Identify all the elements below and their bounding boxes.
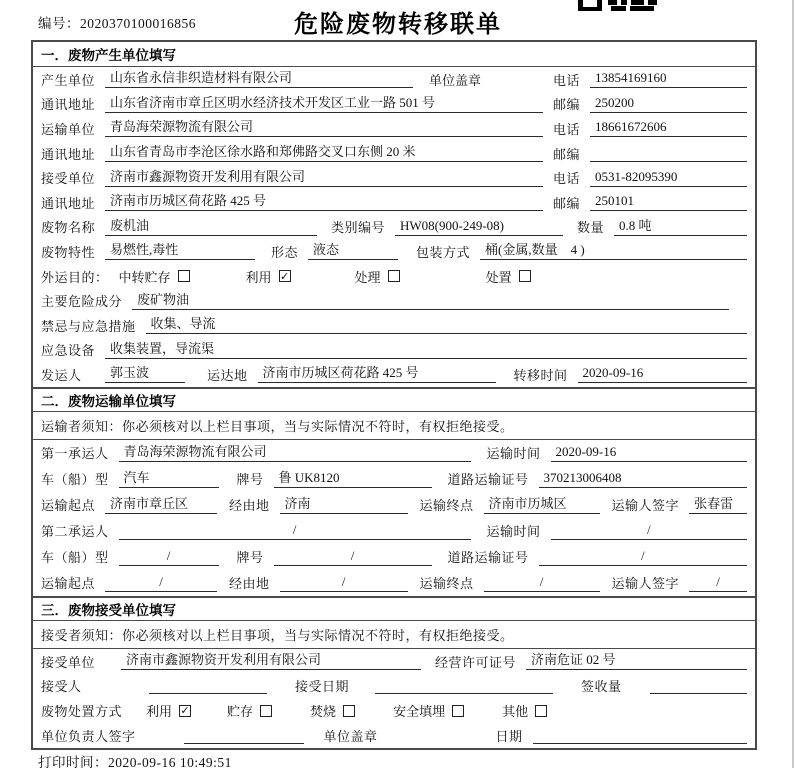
carrier-label: 第二承运人 (41, 524, 109, 540)
zip-value: 250200 (590, 95, 747, 113)
address-label: 通讯地址 (41, 146, 96, 162)
packing-label: 包装方式 (416, 244, 471, 260)
date-label: 日期 (495, 729, 523, 744)
row-responsible-sign (33, 723, 755, 748)
accept-date-value (375, 677, 553, 694)
section-transport (33, 387, 755, 596)
accept-unit-label: 接受单位 (41, 654, 96, 670)
endpoint-value: / (484, 574, 600, 592)
row-second-carrier (33, 518, 755, 544)
plate-value: / (274, 548, 432, 566)
form-label: 形态 (271, 244, 299, 260)
acceptor-label: 接受人 (41, 679, 82, 695)
row-waste-character (33, 239, 755, 264)
plate-value: 鲁 UK8120 (274, 470, 432, 488)
transport-time-label: 运输时间 (486, 446, 541, 462)
origin-label: 运输起点 (41, 498, 96, 514)
checkbox-dispose-icon (519, 270, 531, 282)
zip-label: 邮编 (553, 97, 581, 113)
phone-label: 电话 (553, 171, 581, 187)
section-producer (33, 42, 755, 387)
zip-value: 250101 (590, 193, 747, 211)
row-hazard-components (33, 288, 755, 313)
form-value: 液态 (308, 242, 398, 260)
endpoint-value: 济南市历城区 (484, 496, 600, 514)
sender-label: 发运人 (41, 367, 82, 383)
disposal-option-landfill (393, 701, 464, 720)
road-license-value: 370213006408 (539, 470, 747, 488)
transport-time-value: / (551, 522, 747, 540)
waste-name-label: 废物名称 (41, 220, 96, 236)
transport-notice: 运输者须知：你必须核对以上栏目事项，当与实际情况不符时，有权拒绝接受。 (33, 412, 755, 440)
purpose-label: 外运目的： (41, 269, 109, 285)
carrier-value: 青岛海荣源物流有限公司 (119, 444, 471, 462)
option-label: 处理 (354, 269, 381, 285)
carrier-sign-value: / (689, 574, 747, 592)
zip-label: 邮编 (553, 146, 581, 162)
row-waste-name (33, 215, 755, 240)
purpose-option-transfer-storage (119, 267, 190, 286)
destination-value: 济南市历城区荷花路 425 号 (258, 365, 496, 383)
transfer-manifest-form (31, 40, 757, 750)
taboo-value: 收集、导流 (146, 316, 747, 334)
phone-value: 0531-82095390 (590, 169, 747, 187)
print-time-label: 打印时间： (38, 755, 108, 768)
row-second-route (33, 570, 755, 596)
phone-label: 电话 (553, 72, 581, 88)
row-emergency-equipment (33, 338, 755, 363)
equipment-value: 收集装置，导流渠 (105, 341, 747, 359)
category-label: 类别编号 (331, 220, 386, 236)
destination-label: 运达地 (207, 367, 248, 383)
origin-value: 济南市章丘区 (105, 496, 217, 514)
row-transporter (33, 116, 755, 141)
disposal-option-other (502, 701, 547, 720)
address-value: 山东省济南市章丘区明水经济技术开发区工业一路 501 号 (105, 95, 543, 113)
hazard-label: 主要危险成分 (41, 294, 123, 310)
permit-label: 经营许可证号 (435, 654, 517, 670)
option-label: 安全填埋 (393, 704, 446, 720)
equipment-label: 应急设备 (41, 343, 96, 359)
unit-seal-label: 单位盖章 (429, 72, 482, 88)
responsible-sign-label: 单位负责人签字 (41, 729, 136, 744)
checkbox-landfill-icon (452, 705, 464, 717)
phone-value: 18661672606 (590, 119, 747, 137)
waste-name-value: 废机油 (105, 218, 317, 236)
checkbox-incinerate-icon (343, 705, 355, 717)
transport-time-label: 运输时间 (486, 524, 541, 540)
section-producer-header: 一．废物产生单位填写 (33, 42, 755, 67)
acceptor-value (149, 677, 267, 694)
transporter-label: 运输单位 (41, 121, 96, 137)
carrier-sign-label: 运输人签字 (611, 576, 680, 592)
checkbox-store-icon (260, 705, 272, 717)
row-transfer-purpose (33, 264, 755, 289)
disposal-option-store (227, 701, 272, 720)
address-label: 通讯地址 (41, 97, 96, 113)
transport-time-value: 2020-09-16 (551, 444, 747, 462)
checkbox-treat-icon (388, 270, 400, 282)
doc-number-label: 编号： (38, 16, 80, 31)
endpoint-label: 运输终点 (419, 498, 474, 514)
vehicle-type-label: 车（船）型 (41, 472, 109, 488)
option-label: 处置 (485, 269, 512, 285)
purpose-option-dispose (486, 267, 531, 286)
responsible-sign-value (184, 727, 304, 744)
option-label: 利用 (245, 269, 272, 285)
disposal-label: 废物处置方式 (41, 704, 123, 720)
disposal-option-utilize (146, 701, 191, 720)
road-license-label: 道路运输证号 (447, 550, 529, 566)
via-label: 经由地 (229, 498, 270, 514)
row-second-vehicle (33, 544, 755, 570)
hazard-value: 废矿物油 (132, 292, 729, 310)
row-producer-address (33, 92, 755, 117)
address-label: 通讯地址 (41, 195, 96, 211)
permit-value: 济南危证 02 号 (526, 652, 747, 670)
accept-unit-value: 济南市鑫源物资开发利用有限公司 (121, 652, 421, 670)
carrier-sign-value: 张春雷 (689, 496, 747, 514)
option-label: 其他 (502, 704, 529, 720)
zip-value (590, 145, 747, 162)
address-value: 山东省青岛市李沧区徐水路和郑佛路交叉口东侧 20 米 (105, 144, 543, 162)
date-value (533, 727, 747, 744)
via-value: / (280, 574, 408, 592)
address-value: 济南市历城区荷花路 425 号 (105, 193, 543, 211)
unit-seal-label: 单位盖章 (323, 729, 378, 744)
plate-label: 牌号 (236, 472, 264, 488)
sign-quantity-label: 签收量 (581, 679, 622, 695)
qr-code-partial-icon (578, 0, 660, 16)
waste-character-label: 废物特性 (41, 244, 96, 260)
zip-label: 邮编 (553, 195, 581, 211)
section-transport-header: 二．废物运输单位填写 (33, 387, 755, 412)
producer-label: 产生单位 (41, 72, 96, 88)
transfer-time-value: 2020-09-16 (578, 365, 747, 383)
quantity-value: 0.8 吨 (614, 218, 747, 236)
accept-date-label: 接受日期 (295, 679, 350, 695)
page-title: 危险废物转移联单 (294, 11, 502, 38)
producer-value: 山东省永信非织造材料有限公司 (105, 70, 413, 88)
purpose-option-utilize (246, 267, 291, 286)
purpose-option-treat (355, 267, 400, 286)
sign-quantity-value (650, 677, 747, 694)
row-receiver (33, 165, 755, 190)
checkbox-utilize-icon: ✓ (180, 704, 190, 718)
receiver-label: 接受单位 (41, 171, 96, 187)
transporter-value: 青岛海荣源物流有限公司 (105, 119, 543, 137)
row-first-vehicle (33, 466, 755, 492)
print-time-value: 2020-09-16 10:49:51 (108, 755, 232, 768)
option-label: 焚烧 (310, 704, 337, 720)
carrier-label: 第一承运人 (41, 446, 109, 462)
transfer-time-label: 转移时间 (513, 367, 568, 383)
category-value: HW08(900-249-08) (395, 218, 563, 236)
road-license-label: 道路运输证号 (447, 472, 529, 488)
row-producer (33, 67, 755, 92)
doc-number-value: 2020370100016856 (80, 16, 196, 31)
waste-character-value: 易燃性,毒性 (105, 242, 255, 260)
section-receiver (33, 596, 755, 748)
disposal-option-incinerate (310, 701, 355, 720)
origin-label: 运输起点 (41, 576, 96, 592)
via-value: 济南 (280, 496, 408, 514)
carrier-sign-label: 运输人签字 (611, 498, 680, 514)
endpoint-label: 运输终点 (419, 576, 474, 592)
vehicle-type-value: / (119, 548, 219, 566)
option-label: 贮存 (227, 704, 254, 720)
row-sender (33, 362, 755, 387)
checkbox-transfer-storage-icon (178, 270, 190, 282)
origin-value: / (105, 574, 217, 592)
row-transporter-address (33, 141, 755, 166)
row-disposal-method (33, 698, 755, 723)
carrier-value: / (119, 522, 471, 540)
road-license-value: / (539, 548, 747, 566)
via-label: 经由地 (229, 576, 270, 592)
sender-value: 郭玉波 (105, 365, 185, 383)
receiver-notice: 接受者须知：你必须核对以上栏目事项，当与实际情况不符时，有权拒绝接受。 (33, 621, 755, 649)
section-receiver-header: 三．废物接受单位填写 (33, 596, 755, 621)
receiver-value: 济南市鑫源物资开发利用有限公司 (105, 169, 543, 187)
option-label: 利用 (146, 704, 173, 720)
phone-label: 电话 (553, 121, 581, 137)
packing-value: 桶(金属,数量 4 ) (480, 242, 747, 260)
row-taboo-measures (33, 313, 755, 338)
vehicle-type-value: 汽车 (119, 470, 219, 488)
row-first-carrier (33, 440, 755, 466)
vehicle-type-label: 车（船）型 (41, 550, 109, 566)
option-label: 中转贮存 (118, 269, 171, 285)
checkbox-utilize-icon: ✓ (279, 269, 290, 283)
plate-label: 牌号 (236, 550, 264, 566)
print-time (38, 751, 232, 768)
quantity-label: 数量 (577, 220, 605, 236)
row-receiver-address (33, 190, 755, 215)
page-edge-line (792, 0, 794, 768)
row-first-route (33, 492, 755, 518)
taboo-label: 禁忌与应急措施 (41, 318, 136, 334)
row-accept-unit (33, 649, 755, 674)
checkbox-other-icon (535, 705, 547, 717)
row-acceptor (33, 674, 755, 699)
phone-value: 13854169160 (590, 70, 747, 88)
document-header (0, 0, 796, 40)
